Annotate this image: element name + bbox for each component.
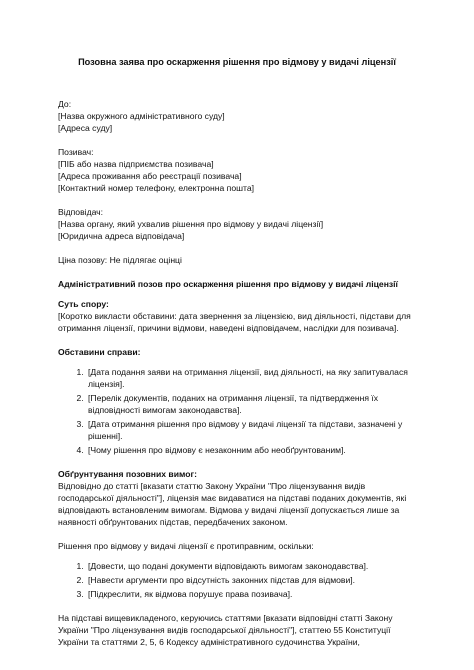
plaintiff-contact-line: [Контактний номер телефону, електронна пошта] — [58, 183, 255, 193]
plaintiff-section — [58, 146, 416, 194]
grounds-text-1: Відповідно до статті [вказати статтю Закону України "Про ліцензування видів господарської діяльності"], ліцензія має видаватися на підставі поданих документів, які відповідають встановленим вимогам. Відмова у видачі ліцензії допускається лише за наявності обґрунтованих підстав, передбачених законом. — [58, 481, 407, 527]
defendant-address-line: [Юридична адреса відповідача] — [58, 231, 185, 241]
grounds-text-3: На підставі вищевикладеного, керуючись статтями [вказати відповідні статті Закону України "Про ліцензування видів господарської діяльності"], статтею 55 Конституції України та статтями 2, 5, 6 Кодексу адміністративного судочинства України, — [58, 613, 393, 647]
list-item: 4. [Чому рішення про відмову є незаконним або необґрунтованим]. — [86, 444, 416, 456]
to-section — [58, 98, 416, 134]
list-item: 1. [Дата подання заяви на отримання ліцензії, вид діяльності, на яку запитувалася ліцензія]. — [86, 366, 416, 390]
grounds-list — [58, 560, 416, 600]
court-name-line: [Назва окружного адміністративного суду] — [58, 111, 225, 121]
defendant-section — [58, 206, 416, 242]
defendant-label: Відповідач: — [58, 207, 104, 217]
grounds-section — [58, 468, 416, 648]
plaintiff-name-line: [ПІБ або назва підприємства позивача] — [58, 159, 214, 169]
circumstances-label: Обставини справи: — [58, 347, 141, 357]
document-title: Позовна заява про оскарження рішення про відмову у видачі ліцензії — [78, 57, 396, 67]
court-address-line: [Адреса суду] — [58, 123, 113, 133]
essence-text: [Коротко викласти обставини: дата звернення за ліцензією, вид діяльності, підстави для отримання ліцензії, причини відмови, наведені відповідачем, наслідки для позивача]. — [58, 311, 411, 333]
claim-heading: Адміністративний позов про оскарження рішення про відмову у видачі ліцензії — [58, 279, 398, 289]
plaintiff-label: Позивач: — [58, 147, 94, 157]
essence-label: Суть спору: — [58, 299, 109, 309]
list-item: 3. [Підкреслити, як відмова порушує права позивача]. — [86, 588, 416, 600]
claim-price: Ціна позову: Не підлягає оцінці — [58, 255, 182, 265]
list-item: 2. [Перелік документів, поданих на отримання ліцензії, та підтвердження їх відповідності вимогам законодавства]. — [86, 392, 416, 416]
circumstances-section — [58, 346, 416, 456]
defendant-name-line: [Назва органу, який ухвалив рішення про відмову у видачі ліцензії] — [58, 219, 324, 229]
to-label: До: — [58, 99, 72, 109]
essence-section — [58, 298, 416, 334]
plaintiff-address-line: [Адреса проживання або реєстрації позивача] — [58, 171, 242, 181]
grounds-label: Обґрунтування позовних вимог: — [58, 469, 197, 479]
grounds-text-2: Рішення про відмову у видачі ліцензії є протиправним, оскільки: — [58, 541, 314, 551]
list-item: 1. [Довести, що подані документи відповідають вимогам законодавства]. — [86, 560, 416, 572]
circumstances-list — [58, 366, 416, 456]
list-item: 3. [Дата отримання рішення про відмову у видачі ліцензії та підстави, зазначені у рішенні]. — [86, 418, 416, 442]
list-item: 2. [Навести аргументи про відсутність законних підстав для відмови]. — [86, 574, 416, 586]
